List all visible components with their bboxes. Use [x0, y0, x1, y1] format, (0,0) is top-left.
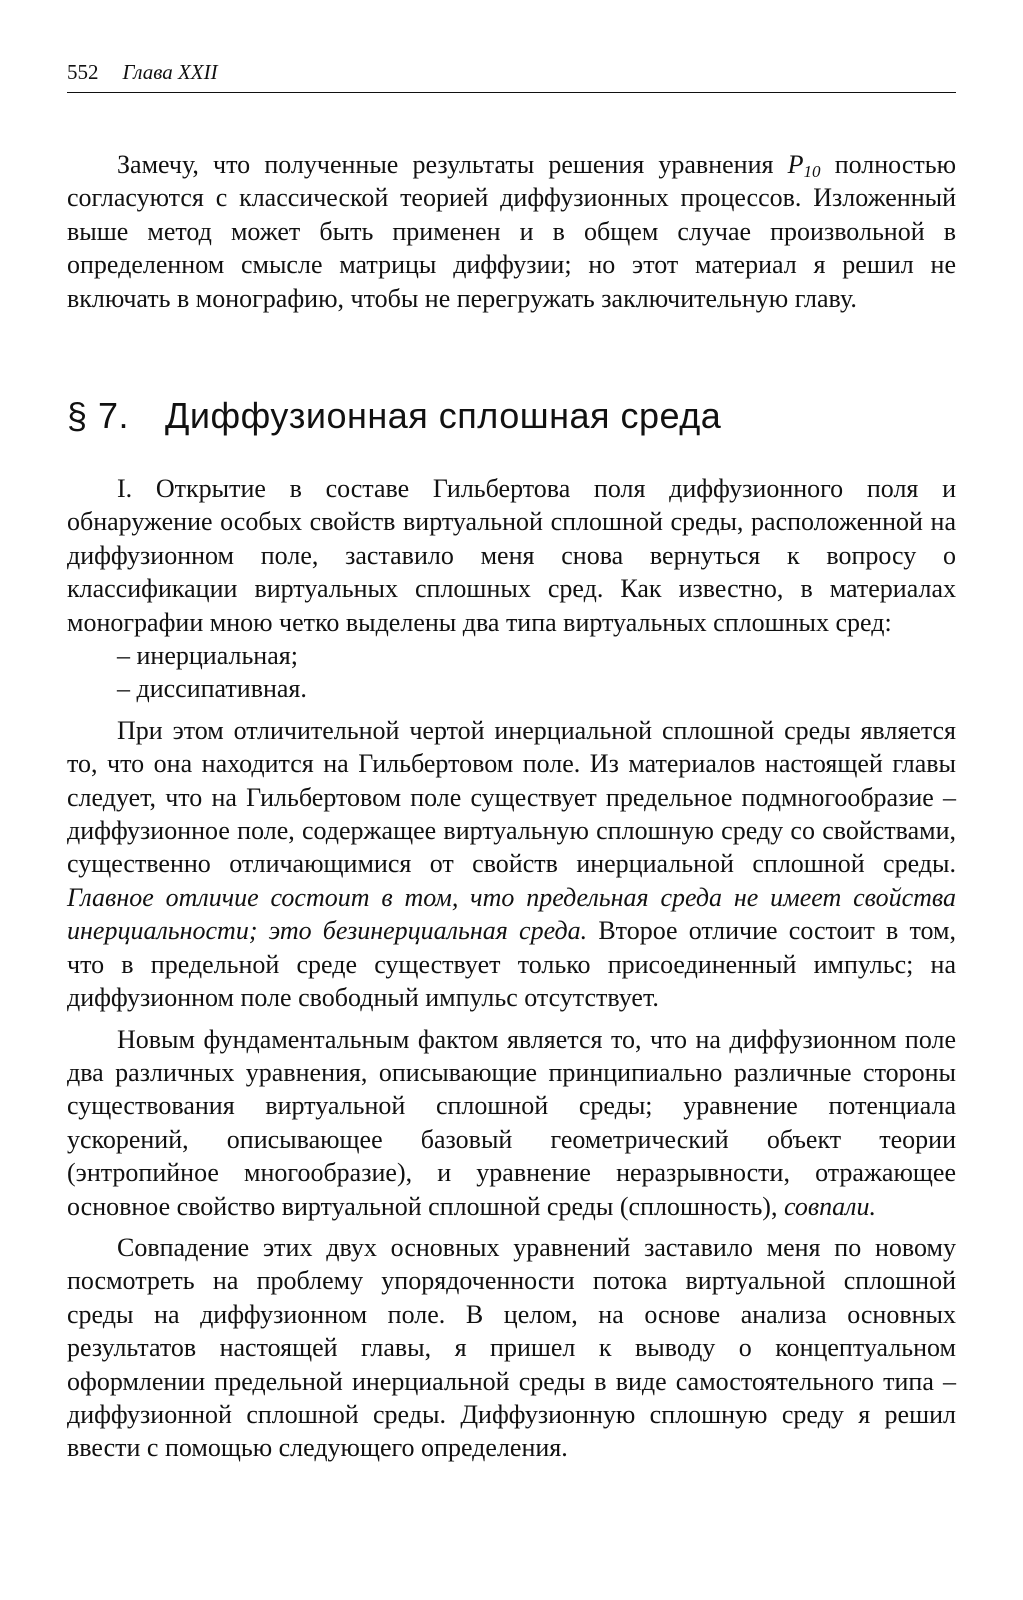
paragraph-3-text: Новым фундаментальным фактом является то, что на диффузионном поле два различных уравнения, описывающие принципиально различные стороны существования виртуальной сплошной среды; уравнение потенциала ускорений, описывающее базовый геометрический объект теории (энтропийное многообразие), и уравнение неразрывности, отражающее основное свойство виртуальной сплошной среды (сплошность),	[67, 1024, 956, 1221]
paragraph-1: I. Открытие в составе Гильбертова поля диффузионного поля и обнаружение особых свойств виртуальной сплошной среды, расположенной на диффузионном поле, заставило меня снова вернуться к вопросу о классификации виртуальных сплошных сред. Как известно, в материалах монографии мною четко выделены два типа виртуальных сплошных сред:	[67, 474, 956, 637]
header-rule	[67, 92, 956, 93]
intro-paragraph	[67, 148, 956, 315]
paragraph-4: Совпадение этих двух основных уравнений заставило меня по новому посмотреть на проблему упорядоченности потока виртуальной сплошной среды на диффузионном поле. В целом, на основе анализа основных результатов настоящей главы, я пришел к выводу о концептуальном оформлении предельной инерциальной среды в виде самостоятельного типа – диффузионной сплошной среды. Диффузионную сплошную среду я решил ввести с помощью следующего определения.	[67, 1232, 956, 1463]
intro-text-a: Замечу, что полученные результаты решения уравнения	[117, 150, 788, 179]
paragraph-2-text-a: При этом отличительной чертой инерциальной сплошной среды является то, что она находится на Гильбертовом поле. Из материалов настоящей главы следует, что на Гильбертовом поле существует предельное подмногообразие – диффузионное поле, содержащее виртуальную сплошную среду со свойствами, существенно отличающимися от свойств инерциальной сплошной среды.	[67, 715, 956, 879]
list-item-dissipative: – диссипативная.	[117, 674, 307, 704]
section-body	[67, 472, 956, 1465]
list-item-inertial: – инерциальная;	[117, 641, 298, 671]
section-title: Диффузионная сплошная среда	[165, 395, 722, 436]
running-head	[67, 58, 956, 86]
page-number: 552	[67, 60, 99, 84]
paragraph-3	[67, 1023, 956, 1223]
math-symbol-subscript: 10	[803, 162, 821, 181]
math-symbol	[788, 150, 821, 179]
section-number: § 7.	[67, 395, 130, 436]
section-heading	[67, 392, 956, 440]
paragraph-2-emphasis: Главное отличие состоит в том, что предельная среда не имеет свойства инерциальности; это безинерциальная среда.	[67, 882, 956, 946]
intro-text-b: полностью согласуются с классической теорией диффузионных процессов. Изложенный выше метод может быть применен и в общем случае произвольной в определенном смысле матрицы диффузии; но этот материал я решил не включать в монографию, чтобы не перегружать заключительную главу.	[67, 150, 956, 313]
intro-text	[67, 148, 956, 315]
chapter-title: Глава XXII	[122, 60, 218, 84]
paragraph-2-text-b: Второе отличие состоит в том, что в предельной среде существует только присоединенный импульс; на диффузионном поле свободный импульс отсутствует.	[67, 916, 956, 1013]
math-symbol-base: P	[787, 150, 804, 179]
paragraph-3-emphasis: совпали.	[783, 1191, 876, 1221]
paragraph-2	[67, 714, 956, 1015]
